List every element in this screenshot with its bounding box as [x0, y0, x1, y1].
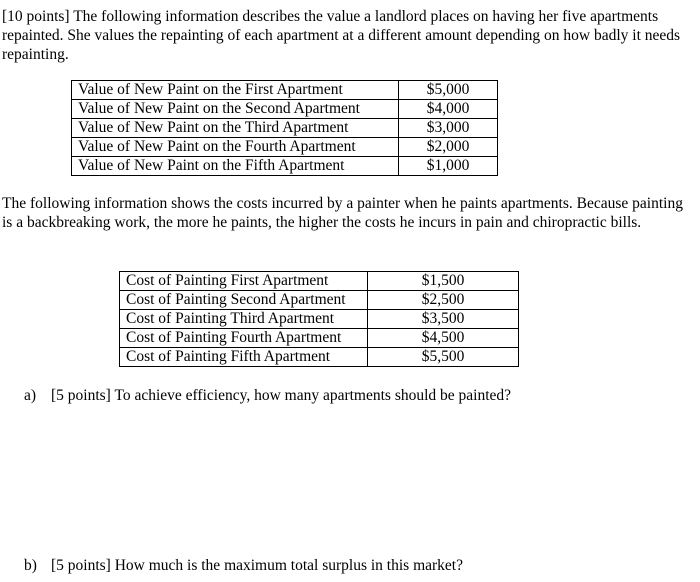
row-label: Cost of Painting Fourth Apartment	[120, 329, 368, 348]
row-label: Value of New Paint on the Fourth Apartment	[72, 138, 399, 157]
row-value: $5,000	[399, 81, 498, 100]
table-row	[120, 329, 519, 348]
table-row	[120, 310, 519, 329]
table-row	[72, 157, 498, 176]
row-label: Value of New Paint on the Fifth Apartment	[72, 157, 399, 176]
table-row	[120, 291, 519, 310]
question-text: [5 points] To achieve efficiency, how many apartments should be painted?	[51, 387, 512, 404]
table-row	[120, 348, 519, 367]
landlord-value-table	[71, 80, 498, 176]
row-value: $1,500	[368, 272, 519, 291]
question-letter: b)	[24, 557, 37, 574]
table-row	[120, 272, 519, 291]
row-value: $2,000	[399, 138, 498, 157]
table-row	[72, 100, 498, 119]
row-label: Value of New Paint on the First Apartment	[72, 81, 399, 100]
row-value: $4,000	[399, 100, 498, 119]
row-value: $3,000	[399, 119, 498, 138]
row-value: $5,500	[368, 348, 519, 367]
row-label: Value of New Paint on the Second Apartment	[72, 100, 399, 119]
question-b	[24, 556, 463, 575]
question-a	[24, 386, 511, 405]
row-value: $3,500	[368, 310, 519, 329]
table-row	[72, 138, 498, 157]
row-value: $1,000	[399, 157, 498, 176]
question-letter: a)	[24, 387, 37, 404]
painter-paragraph: The following information shows the costs incurred by a painter when he paints apartments. Because painting is a backbreaking work, the more he paints, the higher the costs he incurs in pain and chiropractic bills.	[2, 195, 683, 231]
row-label: Cost of Painting First Apartment	[120, 272, 368, 291]
row-label: Cost of Painting Third Apartment	[120, 310, 368, 329]
painter-cost-table	[119, 271, 519, 367]
row-value: $4,500	[368, 329, 519, 348]
row-value: $2,500	[368, 291, 519, 310]
row-label: Cost of Painting Fifth Apartment	[120, 348, 368, 367]
table-row	[72, 81, 498, 100]
row-label: Cost of Painting Second Apartment	[120, 291, 368, 310]
row-label: Value of New Paint on the Third Apartment	[72, 119, 399, 138]
intro-paragraph: [10 points] The following information describes the value a landlord places on having her five apartments repainted. She values the repainting of each apartment at a different amount depending on how badly it needs repainting.	[2, 8, 681, 63]
question-text: [5 points] How much is the maximum total surplus in this market?	[51, 557, 463, 574]
table-row	[72, 119, 498, 138]
